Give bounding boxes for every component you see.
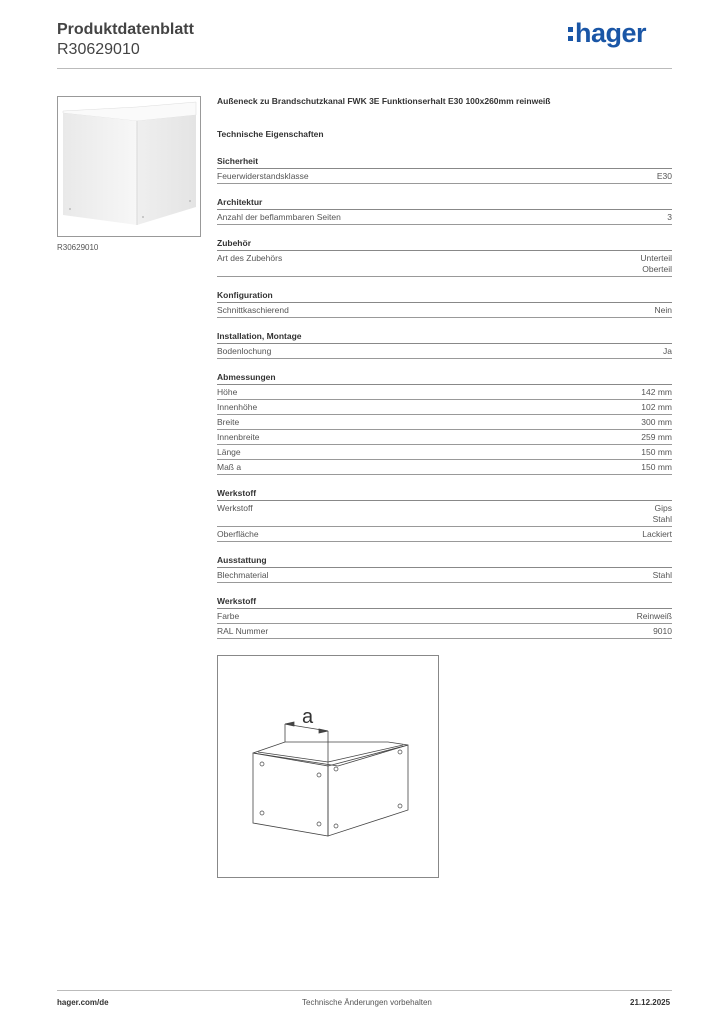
property-value-line: 142 mm <box>641 387 672 397</box>
property-row <box>217 415 672 430</box>
property-label: Innenbreite <box>217 432 260 442</box>
property-row <box>217 251 672 277</box>
property-label: Werkstoff <box>217 503 253 513</box>
property-value <box>667 212 672 223</box>
page-title: Produktdatenblatt <box>57 21 194 38</box>
property-label: Höhe <box>217 387 238 397</box>
property-label: Maß a <box>217 462 242 472</box>
section-title: Ausstattung <box>217 554 672 568</box>
property-value-line: E30 <box>656 171 672 181</box>
properties-list <box>217 155 672 639</box>
property-value <box>637 611 672 622</box>
property-row <box>217 169 672 184</box>
footer-date: 21.12.2025 <box>630 998 671 1007</box>
property-row <box>217 501 672 527</box>
property-section <box>217 487 672 542</box>
property-label: Farbe <box>217 611 240 621</box>
section-title: Werkstoff <box>217 487 672 501</box>
hager-logo <box>568 18 646 49</box>
section-title: Werkstoff <box>217 595 672 609</box>
section-title: Architektur <box>217 196 672 210</box>
property-label: Anzahl der beflammbaren Seiten <box>217 212 341 222</box>
product-image-caption: R30629010 <box>57 243 99 252</box>
property-label: Art des Zubehörs <box>217 253 283 263</box>
property-label: Blechmaterial <box>217 570 269 580</box>
footer-website-link[interactable]: hager.com/de <box>57 998 109 1007</box>
header-divider <box>57 68 672 69</box>
property-value <box>640 253 672 275</box>
property-value-line: Lackiert <box>642 529 672 539</box>
property-label: Schnittkaschierend <box>217 305 289 315</box>
product-title: Außeneck zu Brandschutzkanal FWK 3E Funktionserhalt E30 100x260mm reinweiß <box>217 96 551 106</box>
property-value <box>655 305 672 316</box>
property-value-line: 259 mm <box>641 432 672 442</box>
section-title: Abmessungen <box>217 371 672 385</box>
corner-piece-photo-icon <box>58 97 200 236</box>
property-label: Breite <box>217 417 240 427</box>
property-value-line: 150 mm <box>641 462 672 472</box>
property-label: RAL Nummer <box>217 626 269 636</box>
product-details <box>217 95 672 663</box>
property-row <box>217 430 672 445</box>
page-header <box>57 20 194 60</box>
property-row <box>217 460 672 475</box>
property-section <box>217 289 672 318</box>
property-value <box>641 402 672 413</box>
property-value-line: Ja <box>663 346 672 356</box>
logo-dots-icon <box>568 27 573 41</box>
property-section <box>217 196 672 225</box>
property-value <box>642 529 672 540</box>
property-value-line: Gips <box>654 503 672 513</box>
product-image <box>57 96 201 237</box>
property-value <box>657 171 672 182</box>
corner-drawing-icon <box>218 656 438 877</box>
technical-properties-heading: Technische Eigenschaften <box>217 129 324 139</box>
property-row <box>217 400 672 415</box>
property-section <box>217 237 672 277</box>
property-value-line: Oberteil <box>642 264 672 274</box>
property-label: Oberfläche <box>217 529 259 539</box>
property-row <box>217 609 672 624</box>
property-value-line: 3 <box>667 212 672 222</box>
property-label: Innenhöhe <box>217 402 258 412</box>
property-value <box>641 432 672 443</box>
property-value-line: Stahl <box>652 514 672 524</box>
property-row <box>217 210 672 225</box>
property-section <box>217 371 672 475</box>
property-value-line: Nein <box>654 305 672 315</box>
dimension-label-a: a <box>302 706 314 728</box>
property-value <box>641 462 672 473</box>
property-value <box>653 570 672 581</box>
property-section <box>217 595 672 639</box>
property-row <box>217 303 672 318</box>
property-label: Feuerwiderstandsklasse <box>217 171 309 181</box>
section-title: Sicherheit <box>217 155 672 169</box>
property-value-line: Unterteil <box>640 253 672 263</box>
footer-divider <box>57 990 672 991</box>
section-title: Konfiguration <box>217 289 672 303</box>
logo-text: hager <box>575 18 647 48</box>
property-row <box>217 624 672 639</box>
section-title: Installation, Montage <box>217 330 672 344</box>
property-value <box>641 417 672 428</box>
property-section <box>217 155 672 184</box>
property-value <box>641 387 672 398</box>
property-value-line: Reinweiß <box>636 611 672 621</box>
property-value-line: Stahl <box>652 570 672 580</box>
property-label: Länge <box>217 447 241 457</box>
section-title: Zubehör <box>217 237 672 251</box>
property-value-line: 150 mm <box>641 447 672 457</box>
property-row <box>217 385 672 400</box>
property-value-line: 9010 <box>653 626 672 636</box>
property-value-line: 300 mm <box>641 417 672 427</box>
product-number: R30629010 <box>57 41 140 58</box>
property-row <box>217 344 672 359</box>
property-label: Bodenlochung <box>217 346 272 356</box>
property-row <box>217 568 672 583</box>
property-value-line: 102 mm <box>641 402 672 412</box>
property-value <box>641 447 672 458</box>
property-row <box>217 445 672 460</box>
property-value <box>653 626 672 637</box>
property-section <box>217 554 672 583</box>
property-row <box>217 527 672 542</box>
technical-drawing <box>217 655 439 878</box>
footer-disclaimer: Technische Änderungen vorbehalten <box>302 998 432 1007</box>
property-value <box>663 346 672 357</box>
property-value <box>653 503 672 525</box>
property-section <box>217 330 672 359</box>
